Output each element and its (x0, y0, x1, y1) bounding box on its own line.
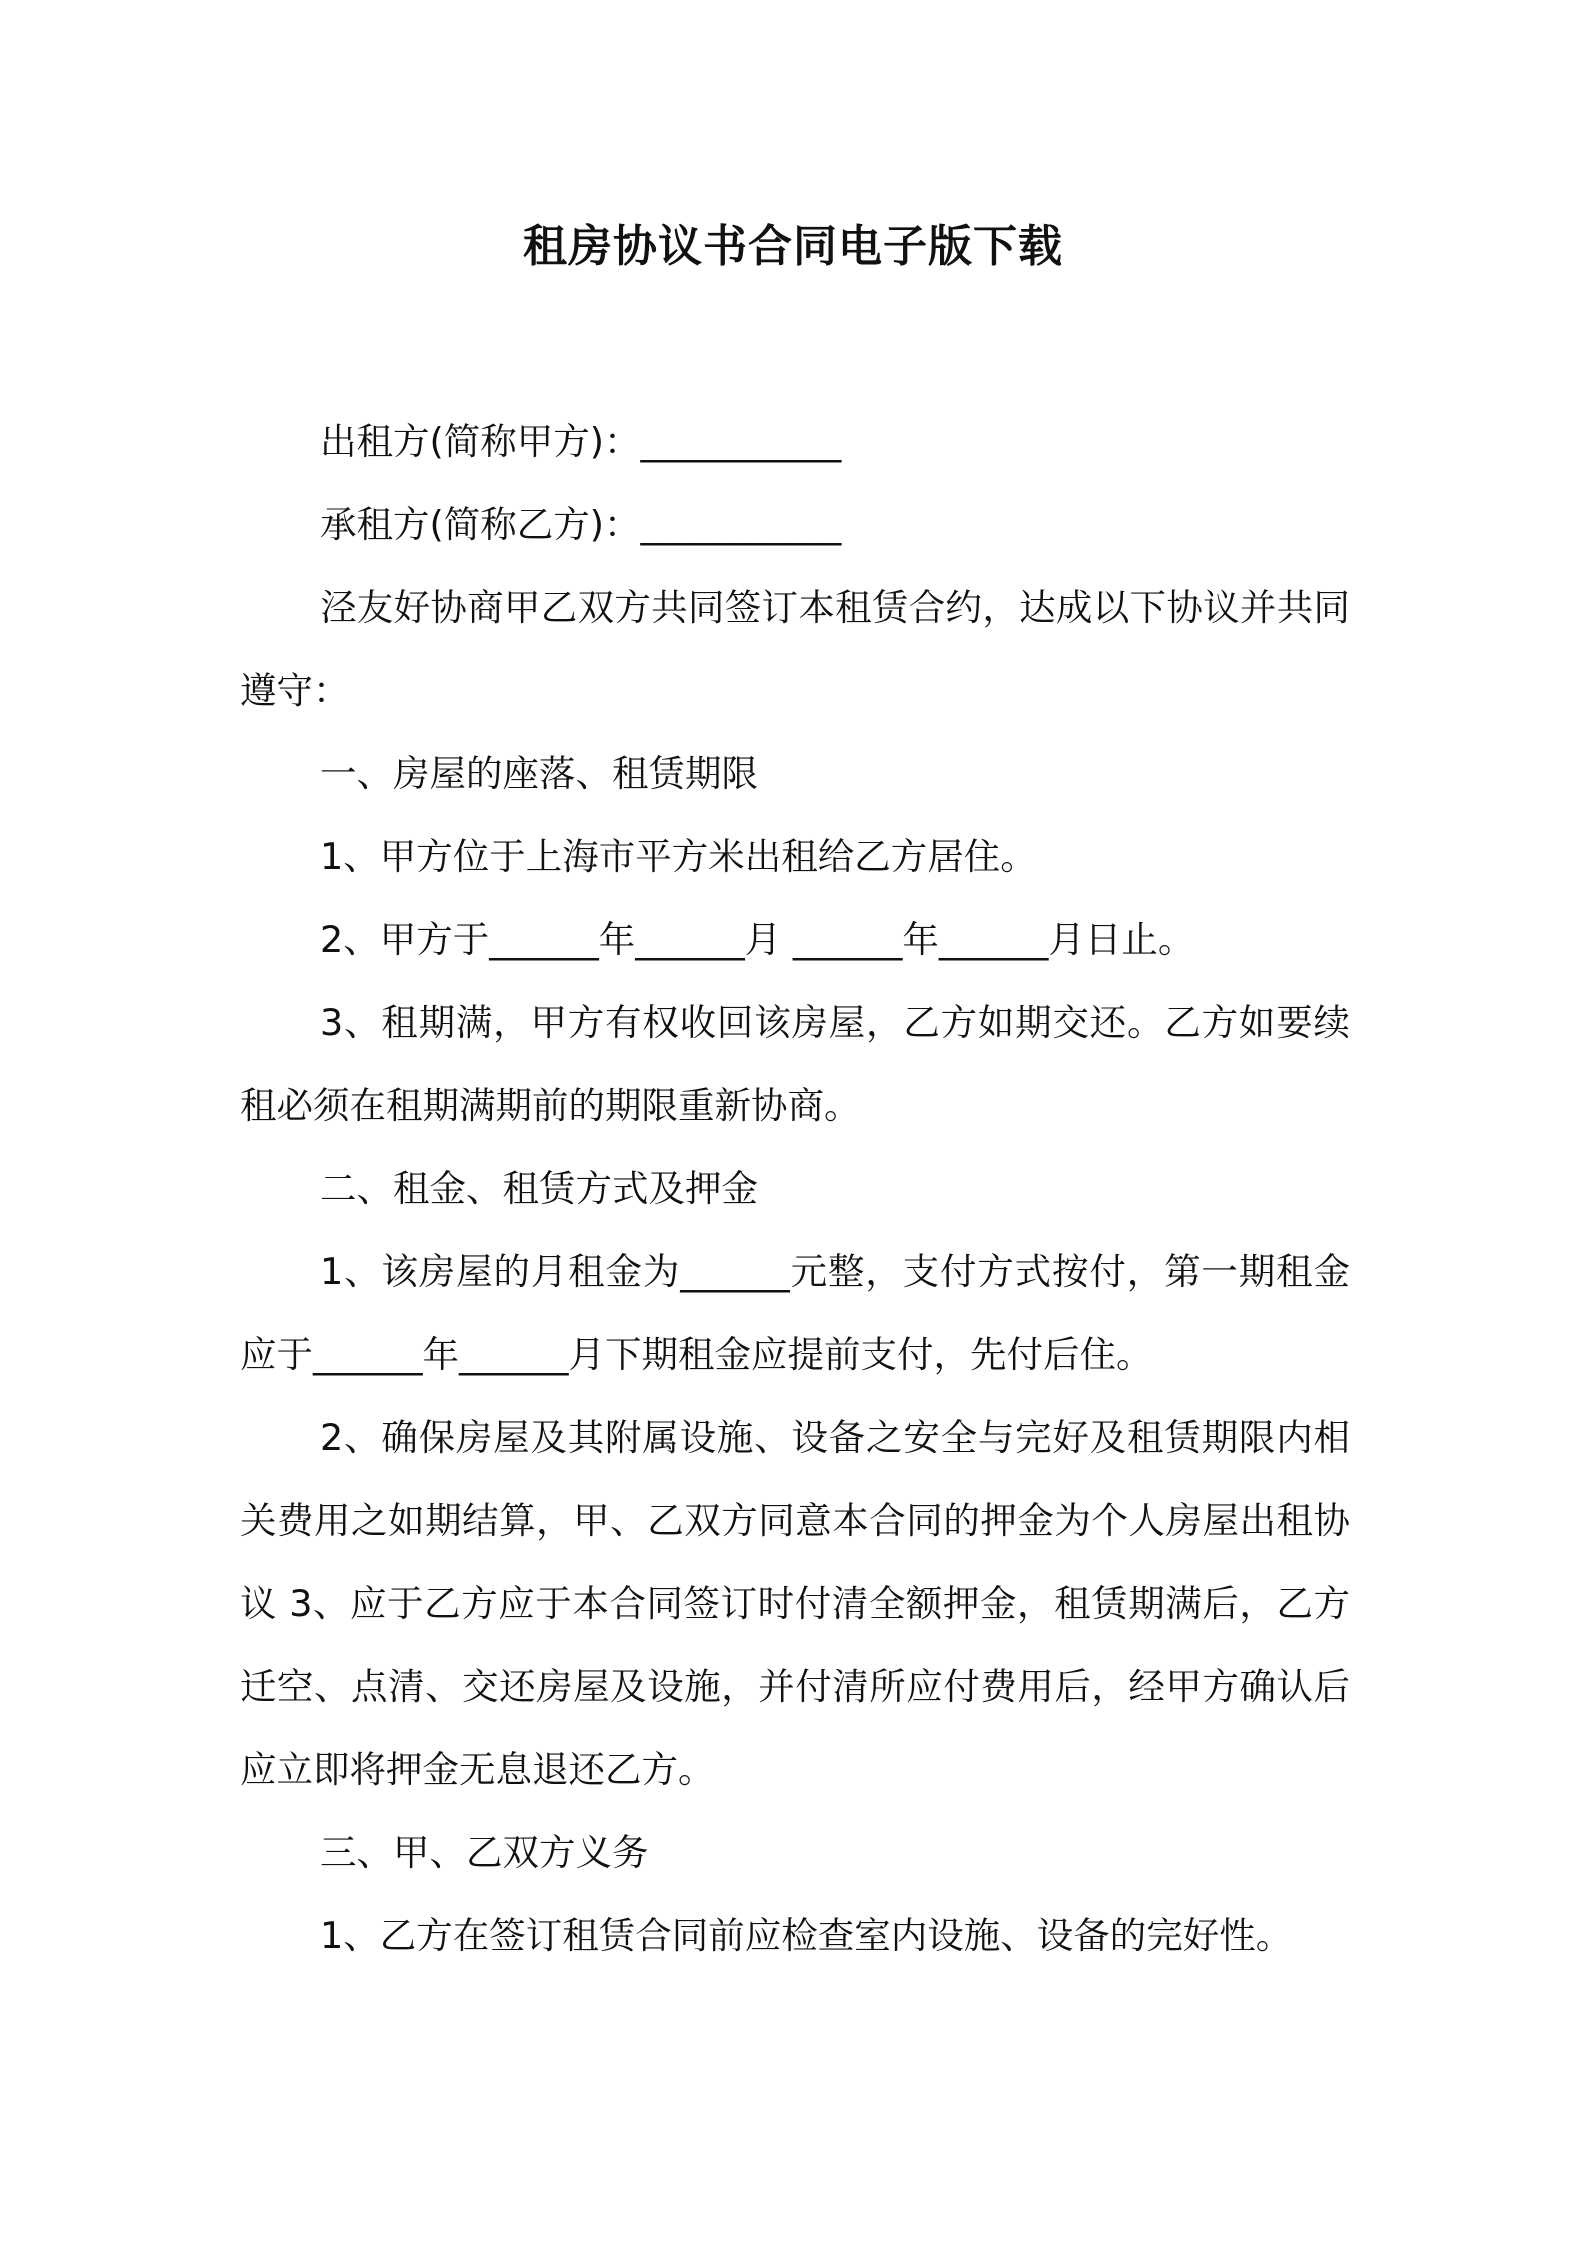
party-a-line: 出租方(简称甲方)：___________ (320, 420, 842, 463)
intro-paragraph: 泾友好协商甲乙双方共同签订本租赁合约，达成以下协议并共同遵守： (240, 586, 1350, 712)
clause-3-1: 1、乙方在签订租赁合同前应检查室内设施、设备的完好性。 (320, 1914, 1293, 1957)
clause-1-1: 1、甲方位于上海市平方米出租给乙方居住。 (320, 835, 1037, 878)
section-heading-2: 二、租金、租赁方式及押金 (320, 1167, 758, 1210)
section-heading-3: 三、甲、乙双方义务 (320, 1831, 649, 1874)
clause-2-1: 1、该房屋的月租金为______元整，支付方式按付，第一期租金应于______年______月下期租金应提前支付，先付后住。 (240, 1250, 1350, 1376)
party-b-line: 承租方(简称乙方)：___________ (320, 503, 842, 546)
clause-1-3: 3、租期满，甲方有权收回该房屋，乙方如期交还。乙方如要续租必须在租期满期前的期限重新协商。 (240, 1001, 1350, 1127)
clause-1-2: 2、甲方于______年______月 ______年______月日止。 (320, 918, 1195, 961)
document-title: 租房协议书合同电子版下载 (523, 221, 1063, 272)
clause-2-2: 2、确保房屋及其附属设施、设备之安全与完好及租赁期限内相关费用之如期结算，甲、乙双方同意本合同的押金为个人房屋出租协议 3、应于乙方应于本合同签订时付清全额押金，租赁期满后，乙方迁空、点清、交还房屋及设施，并付清所应付费用后，经甲方确认后应立即将押金无息退还乙方。 (240, 1416, 1350, 1791)
section-heading-1: 一、房屋的座落、租赁期限 (320, 752, 758, 795)
document-body (240, 400, 1350, 1977)
